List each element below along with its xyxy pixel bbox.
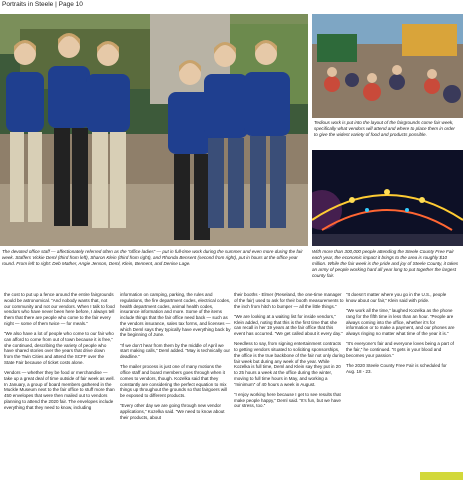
crowd-photo-caption: Tedious work is put into the layout of the fairgrounds come fair week, specifically what vendors will attend and where to place them in order to give the widest variety of food and products possible. xyxy=(314,120,455,137)
staff-photo xyxy=(0,14,308,246)
paragraph: “I enjoy working here because I get to see results that make people happy,” Deml said. “It’s fun, but we have our stress, too.” xyxy=(234,391,341,409)
crowd-photo xyxy=(312,14,463,118)
paragraph: the cost to put up a fence around the entire fairgrounds would be astronomical. “And nobody wants that, not our community and not our vendors. When I talk to food vendors who have never been here before, I always tell them that there are people who come to the fair every night — some of them twice — for meals.” xyxy=(4,292,115,326)
paragraph: “Every other day we are going through new vendor applications,” Kozelka said. “We need to know about their products, about xyxy=(120,403,225,420)
paragraph: “We work all the time,” laughed Kozelka as the phone rang for the fifth time in less than an hour. “People are always coming into the office, whether it’s for information or to make a payment, and our phones are always ringing no matter what time of the year it is.” xyxy=(346,308,455,336)
paragraph: “We also have a lot of people who come to our fair who can afford to come from out of town because it is free,” she continued, describing the variety of people who have shared stories over the years that drive down from the Twin Cities and attend the SCFF over the State Fair because of ticket costs alone. xyxy=(4,331,114,365)
crowd-photo-illustration xyxy=(312,14,463,118)
paragraph: Vendors — whether they be food or merchandise — take up a great deal of time outside of fair week as well. In January, a group of board members gathered in the Muckle Museum next to the fair office to stuff more than 450 envelopes that were then mailed out to vendors planning to attend the 2020 fair. The envelopes include everything that they need to know, including xyxy=(4,370,115,410)
article-column-4 xyxy=(346,292,457,379)
article-column-2 xyxy=(120,292,231,425)
article-body xyxy=(4,292,460,478)
paragraph: “We are looking at a waiting list for inside vendors,” Klein added, noting that this is the first time that she can recall in her 19 years at the fair office that this event has occurred. “We get called about it every day.” xyxy=(234,313,343,336)
paragraph: Needless to say, from signing entertainment contracts to getting vendors situated to soliciting sponsorships, the office is the true backbone of the fair not only during fair week but during any week of the year. While Kozelka is full time, Deml and Klein say they put in 20 to 25 hours a week at the office during the winter, moving to full time hours in May, and working a “minimum” of 40 hours a week in August. xyxy=(234,341,345,387)
staff-photo-caption: The devoted office staff — affectionately referred often as the “office ladies” — put in full-time work during the summer and even more during the fair week. Staffers Vickie Deml (third from left), Sharon Klein (third from right), and Rhonda Bensent (second from right), put in hours at the office year round. From left to right: Deb Mather, Angie Jenson, Deml, Klein, Bennent, and Denise Lage. xyxy=(2,249,303,266)
page-number: Page 10 xyxy=(58,1,83,8)
paragraph: information on camping, parking, the rules and regulations, the fire department codes, electrical codes, health department codes, animal health codes, insurance information and more. Some of the items include things that the fair office need back — such as the vendors insurance, sales tax forms, and licenses — which Deml says they typically have everything back by the beginning of June. xyxy=(120,292,231,338)
page-header xyxy=(0,0,463,14)
night-photo-caption: With more than 300,000 people attending the Steele County Free Fair each year, the economic impact it brings to the area is roughly $10 million. While the fair week is the pride and joy of Steele County, it takes an army of people working hard all year long to put together the largest county fair. xyxy=(312,249,459,278)
paragraph: their booths - Elmer (Reseland, the one-time manager of the fair) used to ask for their booth measurements to the inch from hitch to bumper — all the little things.” xyxy=(234,292,344,309)
paragraph: The 2020 Steele County Free Fair is scheduled for Aug. 18 - 23. xyxy=(346,363,447,374)
staff-photo-illustration xyxy=(0,14,308,246)
night-photo-illustration xyxy=(312,150,463,246)
publication-name: Portraits in Steele xyxy=(2,1,54,8)
paragraph: “It’s everyone’s fair and everyone loves being a part of the fair,” he continued. “It gets in your blood and becomes your passion.” xyxy=(346,341,454,358)
article-column-1 xyxy=(4,292,115,415)
header-separator: | xyxy=(55,1,57,8)
accent-bar xyxy=(420,472,463,480)
paragraph: “If we don’t hear from them by the middle of April we start making calls,” Deml added. “May is technically our deadline.” xyxy=(120,342,231,359)
article-column-3 xyxy=(234,292,345,414)
paragraph: “It doesn’t matter where you go in the U.S., people know about our fair,” Klein said with pride. xyxy=(346,292,447,303)
paragraph: The mailer process is just one of many motions the office staff and board members goes through when it comes to vendors, though. Kozelka said that they constantly are considering the perfect equation to mix things up throughout the grounds so that fairgoers will be exposed to different products. xyxy=(120,364,228,398)
night-photo xyxy=(312,150,463,246)
